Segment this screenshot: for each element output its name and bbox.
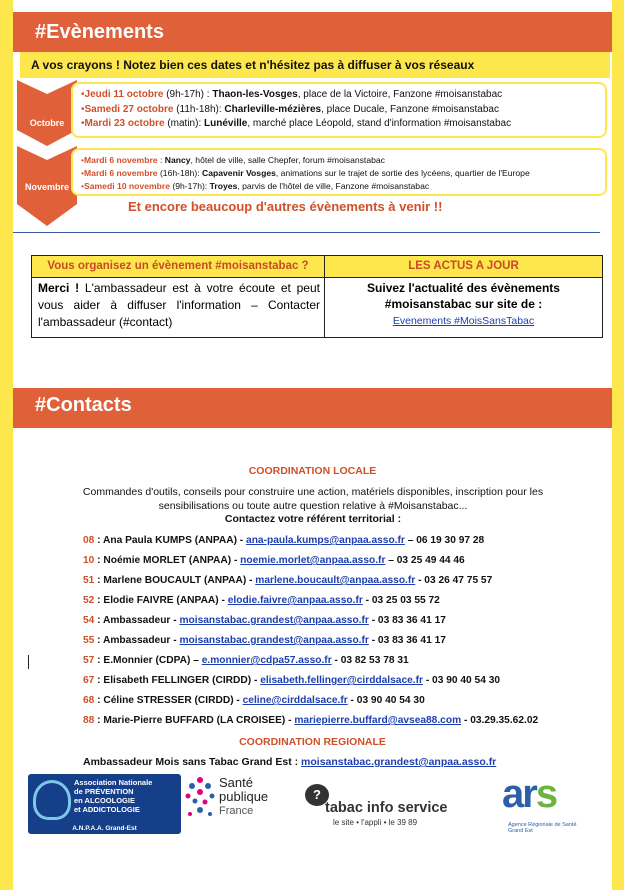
newsletter-page — [13, 0, 612, 890]
contact-row: 51 : Marlene BOUCAULT (ANPAA) - marlene.boucault@anpaa.asso.fr - 03 26 47 75 57 — [83, 575, 493, 586]
contact-email[interactable]: moisanstabac.grandest@anpaa.asso.fr — [179, 635, 369, 646]
divider — [13, 232, 600, 233]
october-chevron — [17, 80, 77, 146]
regional-coordination-title: COORDINATION REGIONALE — [239, 736, 386, 748]
event-item: •Mardi 6 novembre (16h-18h): Capavenir Vosges, animations sur le trajet de sortie des lycéens, quartier de l'Europe — [81, 168, 530, 178]
organize-table — [31, 255, 603, 338]
local-coordination-desc: Commandes d'outils, conseils pour construire une action, matériels disponibles, inscription pour les sensibilisations ou toute autre question relative à #Moisanstabac... Contactez votre référent territorial : — [82, 486, 544, 525]
october-events — [71, 82, 607, 138]
contact-email[interactable]: moisanstabac.grandest@anpaa.asso.fr — [179, 615, 369, 626]
events-header: #Evènements — [13, 12, 612, 52]
contact-row: 52 : Elodie FAIVRE (ANPAA) - elodie.faivre@anpaa.asso.fr - 03 25 03 55 72 — [83, 595, 440, 606]
october-label: Octobre — [29, 118, 65, 128]
anpaa-emblem-icon — [33, 780, 71, 820]
contact-email[interactable]: elisabeth.fellinger@cirddalsace.fr — [260, 675, 423, 686]
contact-email[interactable]: ana-paula.kumps@anpaa.asso.fr — [246, 535, 405, 546]
contact-row: 55 : Ambassadeur - moisanstabac.grandest@anpaa.asso.fr - 03 83 36 41 17 — [83, 635, 446, 646]
contact-row: 57 : E.Monnier (CDPA) – e.monnier@cdpa57.asso.fr - 03 82 53 78 31 — [83, 655, 409, 666]
organize-text: Merci ! L'ambassadeur est à votre écoute et peut vous aider à diffuser l'information – Contacter l'ambassadeur (#contact) — [32, 278, 325, 338]
ars-logo: ars Agence Régionale de Santé Grand Est — [502, 772, 577, 834]
tabac-info-service-logo: ? tabac info service le site • l'appli • le 39 89 — [303, 782, 463, 827]
event-item: •Jeudi 11 octobre (9h-17h) : Thaon-les-Vosges, place de la Victoire, Fanzone #moisanstabac — [81, 89, 503, 100]
anpaa-logo: Association Nationale de PRÉVENTION en ALCOOLOGIE et ADDICTOLOGIE A.N.P.A.A. Grand-Est — [28, 774, 181, 834]
text-cursor — [28, 655, 29, 669]
contact-row: 88 : Marie-Pierre BUFFARD (LA CROISEE) - mariepierre.buffard@avsea88.com - 03.29.35.62.02 — [83, 715, 539, 726]
contact-row: 54 : Ambassadeur - moisanstabac.grandest@anpaa.asso.fr - 03 83 36 41 17 — [83, 615, 446, 626]
november-events — [71, 148, 607, 196]
event-item: •Mardi 23 octobre (matin): Lunéville, marché place Léopold, stand d'information #moisanstabac — [81, 118, 512, 129]
november-label: Novembre — [24, 182, 69, 192]
contact-email[interactable]: marlene.boucault@anpaa.asso.fr — [255, 575, 416, 586]
ambassador-line: Ambassadeur Mois sans Tabac Grand Est : moisanstabac.grandest@anpaa.asso.fr — [83, 756, 497, 768]
contact-row: 08 : Ana Paula KUMPS (ANPAA) - ana-paula.kumps@anpaa.asso.fr – 06 19 30 97 28 — [83, 535, 485, 546]
event-item: •Samedi 27 octobre (11h-18h): Charleville-mézières, place Ducale, Fanzone #moisanstabac — [81, 103, 499, 115]
contact-email[interactable]: celine@cirddalsace.fr — [242, 695, 348, 706]
organize-header: Vous organisez un évènement #moisanstabac ? — [32, 256, 325, 278]
dots-icon — [183, 776, 217, 822]
events-link[interactable]: Evenements #MoisSansTabac — [392, 315, 535, 327]
contacts-header: #Contacts — [13, 388, 612, 428]
partner-logos — [13, 770, 612, 840]
sante-publique-france-logo: Santé publique France — [183, 776, 288, 836]
contact-email[interactable]: e.monnier@cdpa57.asso.fr — [201, 655, 332, 666]
contact-row: 10 : Noémie MORLET (ANPAA) - noemie.morlet@anpaa.asso.fr – 03 25 49 44 46 — [83, 555, 465, 566]
news-text: Suivez l'actualité des évènements #moisanstabac sur site de : Evenements #MoisSansTabac — [325, 278, 603, 338]
event-item: •Mardi 6 novembre : Nancy, hôtel de ville, salle Chepfer, forum #moisanstabac — [81, 155, 385, 165]
ambassador-email[interactable]: moisanstabac.grandest@anpaa.asso.fr — [301, 756, 497, 768]
contact-email[interactable]: noemie.morlet@anpaa.asso.fr — [240, 555, 386, 566]
contact-email[interactable]: elodie.faivre@anpaa.asso.fr — [227, 595, 363, 606]
contact-row: 67 : Elisabeth FELLINGER (CIRDD) - elisabeth.fellinger@cirddalsace.fr - 03 90 40 54 30 — [83, 675, 501, 686]
event-item: •Samedi 10 novembre (9h-17h): Troyes, parvis de l'hôtel de ville, Fanzone #moisanstabac — [81, 181, 430, 191]
question-bubble-icon: ? — [305, 784, 329, 806]
local-coordination-title: COORDINATION LOCALE — [248, 465, 377, 477]
contact-email[interactable]: mariepierre.buffard@avsea88.com — [294, 715, 462, 726]
more-events-note: Et encore beaucoup d'autres évènements à venir !! — [128, 199, 443, 214]
events-intro: A vos crayons ! Notez bien ces dates et n'hésitez pas à diffuser à vos réseaux — [20, 52, 610, 78]
contact-row: 68 : Céline STRESSER (CIRDD) - celine@cirddalsace.fr - 03 90 40 54 30 — [83, 695, 425, 706]
news-header: LES ACTUS A JOUR — [325, 256, 603, 278]
